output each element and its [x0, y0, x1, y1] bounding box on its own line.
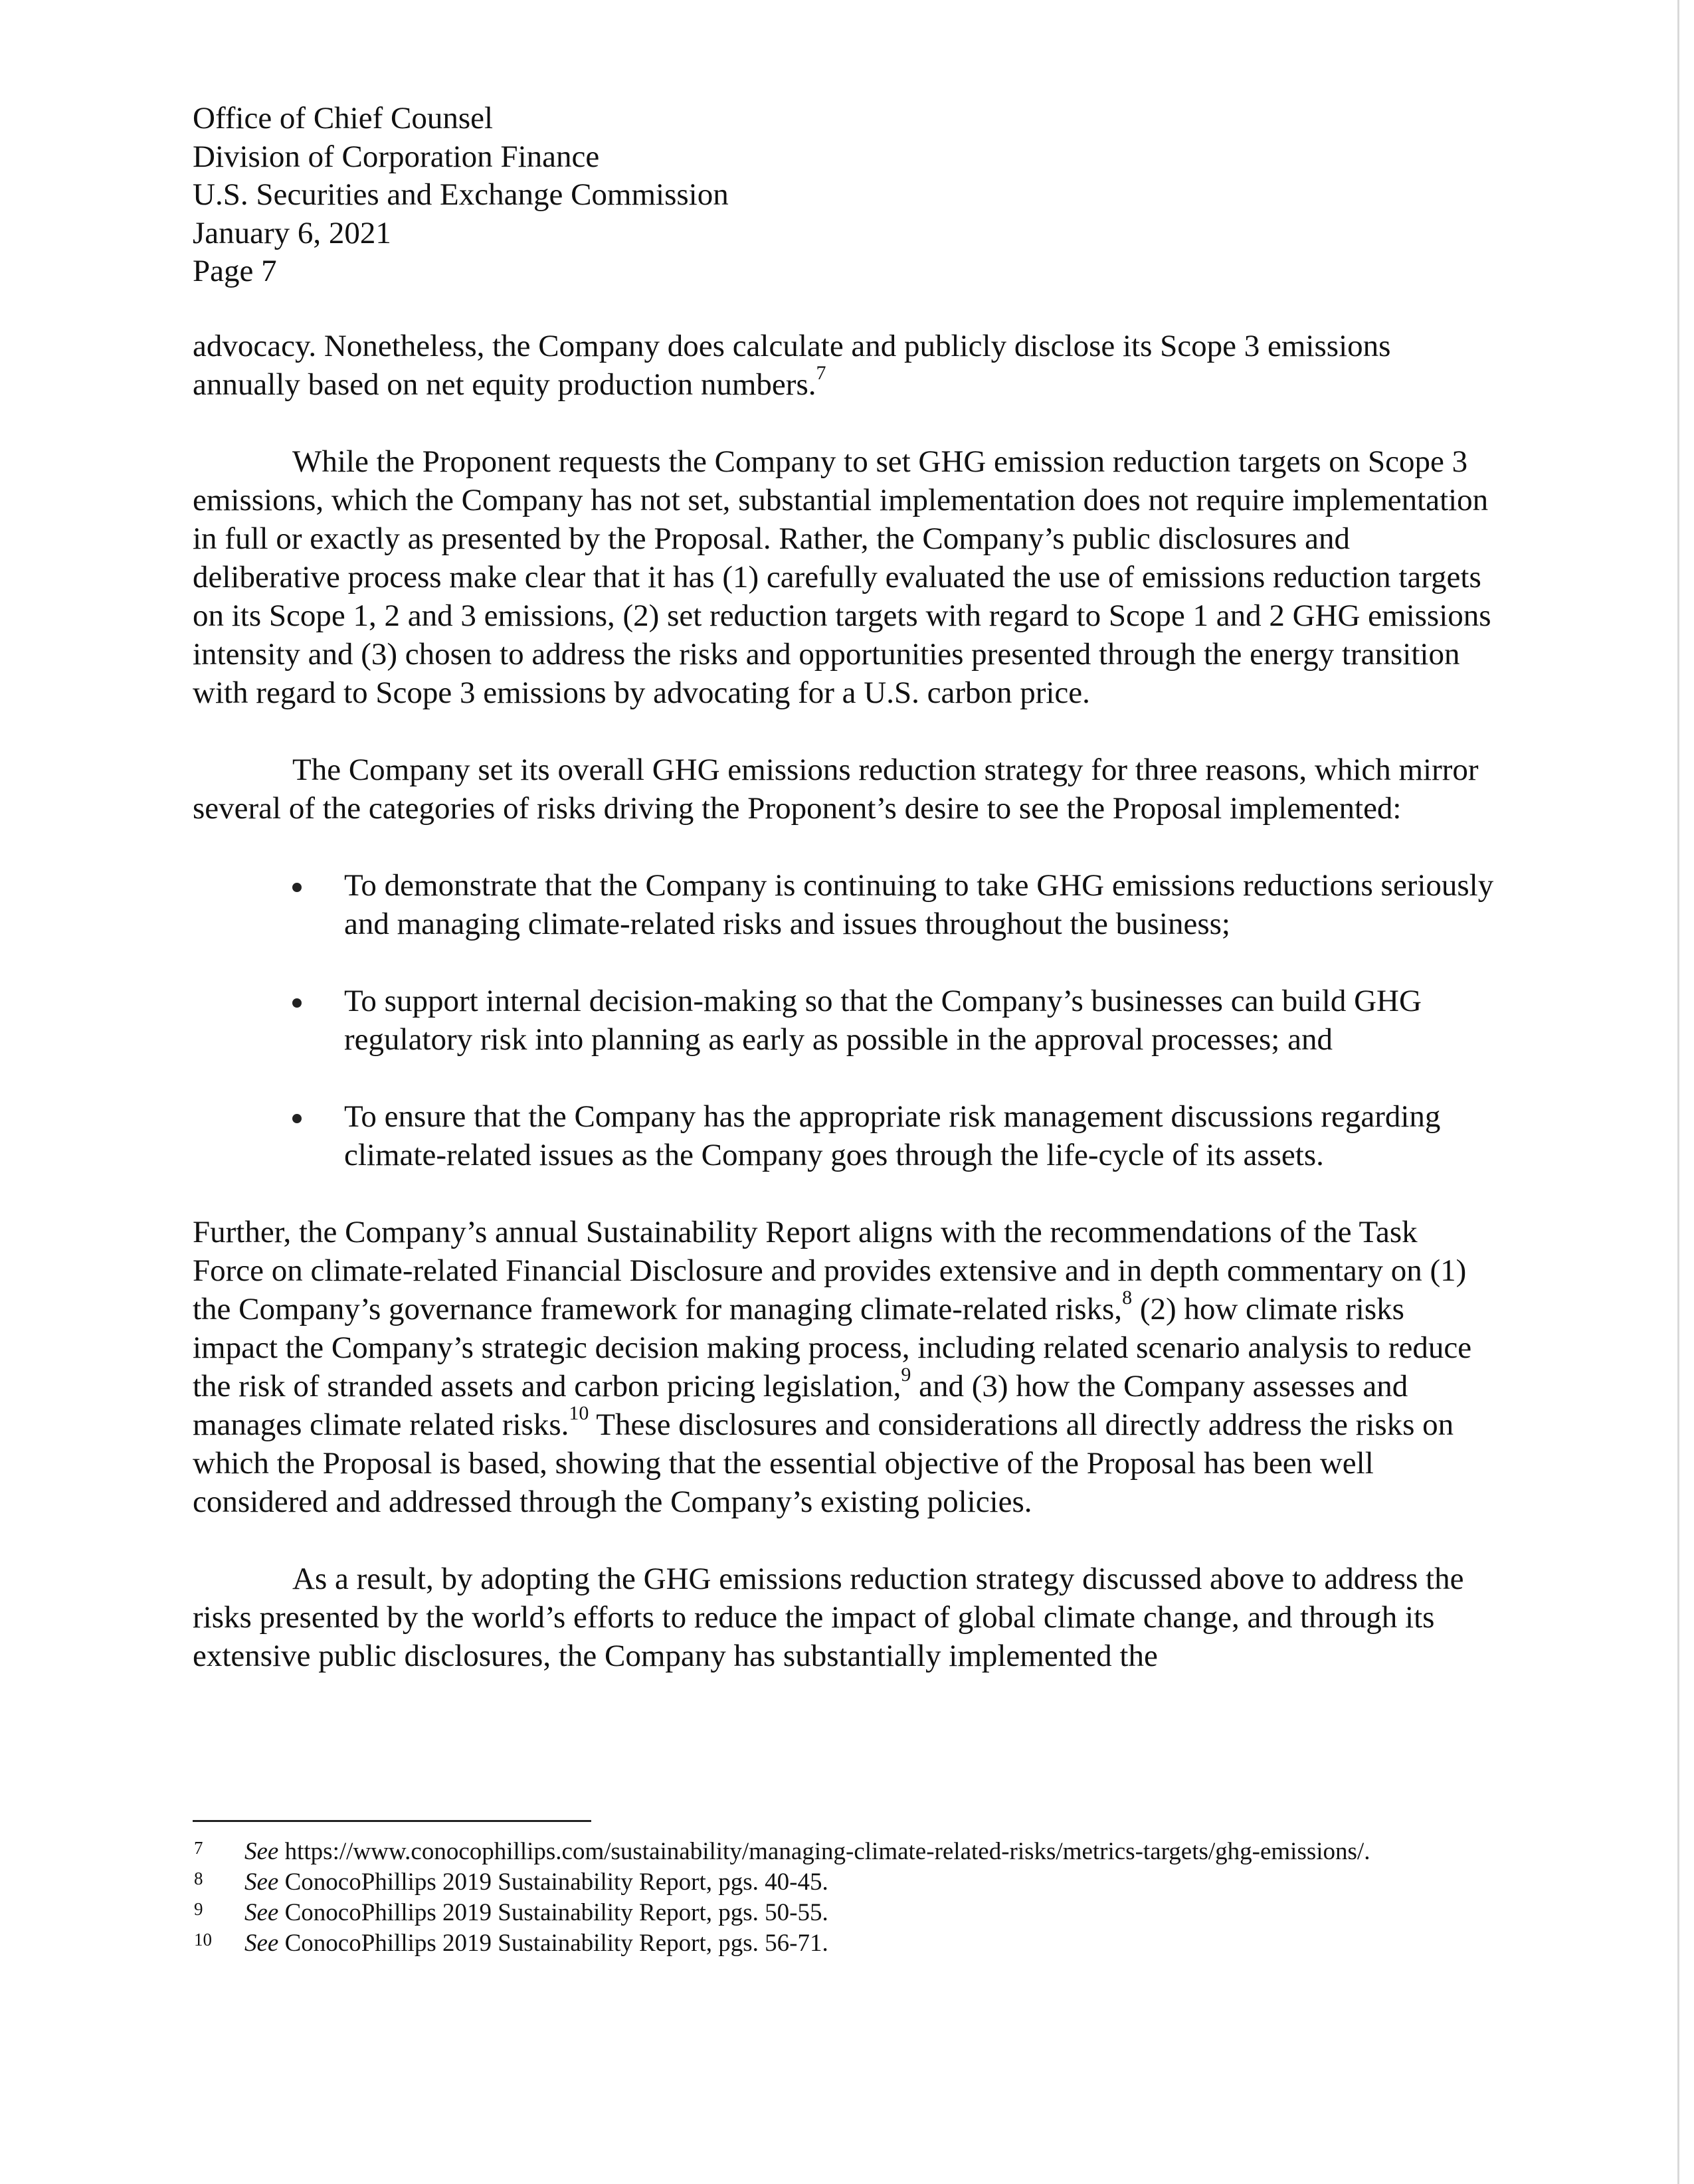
footnote-ref-8: 8 [1122, 1287, 1133, 1309]
footnote-text: ConocoPhillips 2019 Sustainability Report, pgs. 40-45. [278, 1868, 828, 1896]
footnote-ref-7: 7 [816, 362, 826, 385]
bullet-dot-icon [292, 883, 302, 892]
header-page-number: Page 7 [193, 254, 277, 288]
paragraph-4-part-a: Further, the Company’s annual Sustainability Report aligns with the recommendations of the Task Force on climate-related Financial Disclosure and provides extensive and in depth commentary on (1) the Company’s governance framework for managing climate-related risks, [193, 1215, 1467, 1326]
bullet-list [193, 866, 1495, 1174]
footnote-ref-9: 9 [901, 1364, 911, 1386]
footnote-text: https://www.conocophillips.com/sustainability/managing-climate-related-risks/metrics-targets/ghg-emissions/. [278, 1838, 1370, 1865]
header-division: Division of Corporation Finance [193, 139, 600, 174]
footnotes [193, 1837, 1495, 1959]
scan-edge-line [1677, 0, 1679, 2184]
footnote-number: 7 [194, 1838, 203, 1858]
footnote-ref-10: 10 [569, 1402, 589, 1425]
bullet-dot-icon [292, 998, 302, 1008]
footnote-text: ConocoPhillips 2019 Sustainability Report, pgs. 50-55. [278, 1899, 828, 1926]
paragraph-1 [193, 327, 1495, 404]
footnote-7 [193, 1837, 1495, 1867]
footnote-text: ConocoPhillips 2019 Sustainability Report, pgs. 56-71. [278, 1930, 828, 1957]
bullet-text: To support internal decision-making so that the Company’s businesses can build GHG regulatory risk into planning as early as possible in the approval processes; and [344, 984, 1422, 1057]
bullet-item [193, 982, 1495, 1059]
footnote-number: 8 [194, 1868, 203, 1888]
letter-body [193, 327, 1495, 1714]
footnote-9 [193, 1898, 1495, 1928]
footnote-see: See [244, 1868, 279, 1896]
paragraph-4 [193, 1213, 1495, 1521]
paragraph-1-text: advocacy. Nonetheless, the Company does calculate and publicly disclose its Scope 3 emissions annually based on net equity production numbers. [193, 329, 1391, 402]
bullet-item [193, 1097, 1495, 1174]
bullet-text: To demonstrate that the Company is continuing to take GHG emissions reductions seriously and managing climate-related risks and issues throughout the business; [344, 868, 1494, 941]
bullet-dot-icon [292, 1114, 302, 1123]
paragraph-3: The Company set its overall GHG emissions reduction strategy for three reasons, which mirror several of the categories of risks driving the Proponent’s desire to see the Proposal implemented: [193, 753, 1479, 826]
footnote-see: See [244, 1838, 279, 1865]
paragraph-5: As a result, by adopting the GHG emissions reduction strategy discussed above to address the risks presented by the world’s efforts to reduce the impact of global climate change, and through its extensive public disclosures, the Company has substantially implemented the [193, 1562, 1464, 1673]
paragraph-4-part-c: and (3) how the Company assesses and manages climate related risks. [193, 1369, 1408, 1442]
header-commission: U.S. Securities and Exchange Commission [193, 177, 729, 212]
header-date: January 6, 2021 [193, 215, 391, 250]
footnote-8 [193, 1867, 1495, 1898]
footnote-see: See [244, 1899, 279, 1926]
footnote-number: 10 [194, 1930, 212, 1950]
bullet-item [193, 866, 1495, 943]
paragraph-4-part-b: (2) how climate risks impact the Company’s strategic decision making process, including related scenario analysis to reduce the risk of stranded assets and carbon pricing legislation, [193, 1292, 1472, 1404]
letter-header [193, 100, 729, 291]
footnote-see: See [244, 1930, 279, 1957]
footnote-10 [193, 1928, 1495, 1959]
paragraph-4-part-d: These disclosures and considerations all directly address the risks on which the Proposal is based, showing that the essential objective of the Proposal has been well considered and addressed through the Company’s existing policies. [193, 1408, 1454, 1519]
footnote-number: 9 [194, 1899, 203, 1919]
bullet-text: To ensure that the Company has the appropriate risk management discussions regarding climate-related issues as the Company goes through the life-cycle of its assets. [344, 1099, 1441, 1172]
paragraph-2: While the Proponent requests the Company to set GHG emission reduction targets on Scope 3 emissions, which the Company has not set, substantial implementation does not require implementation in full or exactly as presented by the Proposal. Rather, the Company’s public disclosures and deliberative process make clear that it has (1) carefully evaluated the use of emissions reduction targets on its Scope 1, 2 and 3 emissions, (2) set reduction targets with regard to Scope 1 and 2 GHG emissions intensity and (3) chosen to address the risks and opportunities presented through the energy transition with regard to Scope 3 emissions by advocating for a U.S. carbon price. [193, 444, 1491, 710]
footnote-divider [193, 1820, 591, 1822]
header-office: Office of Chief Counsel [193, 101, 494, 136]
